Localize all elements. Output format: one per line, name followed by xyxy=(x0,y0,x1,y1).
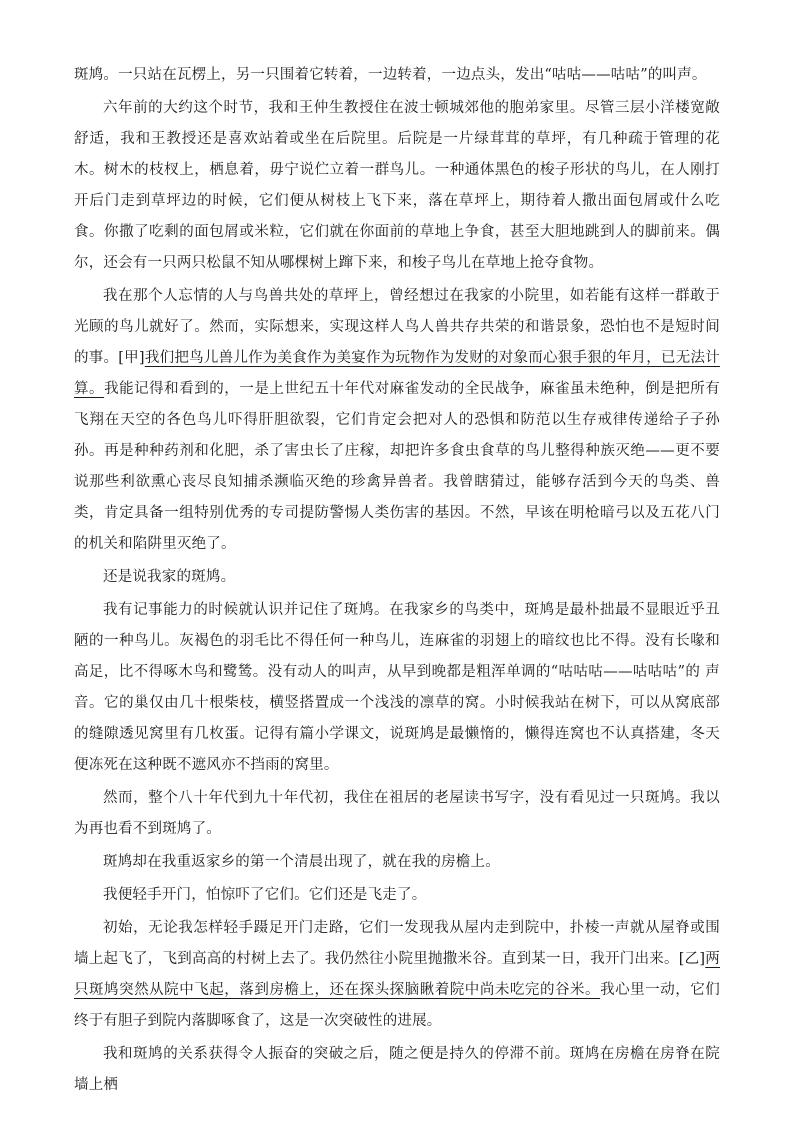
text-run: 还是说我家的斑鸠。 xyxy=(103,569,236,585)
text-run: 斑鸠。一只站在瓦楞上，另一只围着它转着，一边转着，一边点头，发出“咕咕——咕咕”的叫声。 xyxy=(74,67,707,83)
paragraph xyxy=(74,880,720,911)
text-run: 我能记得和看到的，一是上世纪五十年代对麻雀发动的全民战争，麻雀虽未绝种，倒是把所有飞翔在天空的各色鸟儿吓得肝胆欲裂，它们肯定会把对人的恐惧和防范以生存戒律传递给子子孙孙。再是种种药剂和化肥，杀了害虫长了庄稼，却把许多食虫食草的鸟儿整得种族灭绝——更不要说那些利欲熏心丧尽良知捕杀濒临灭绝的珍禽异兽者。我曾瞎猜过，能够存活到今天的鸟类、兽类，肯定具备一组特别优秀的专司提防警惕人类伤害的基因。不然，早该在明枪暗弓以及五花八门的机关和陷阱里灭绝了。 xyxy=(74,381,720,552)
text-run: 六年前的大约这个时节，我和王仲生教授住在波士顿城郊他的胞弟家里。尽管三层小洋楼宽敞舒适，我和王教授还是喜欢站着或坐在后院里。后院是一片绿茸茸的草坪，有几种疏于管理的花木。树木的枝杈上，栖息着，毋宁说伫立着一群鸟儿。一种通体黑色的梭子形状的鸟儿，在人刚打开后门走到草坪边的时候，它们便从树枝上飞下来，落在草坪上，期待着人撒出面包屑或什么吃食。你撒了吃剩的面包屑或米粒，它们就在你面前的草地上争食，甚至大胆地跳到人的脚前来。偶尔，还会有一只两只松鼠不知从哪棵树上蹿下来，和梭子鸟儿在草地上抢夺食物。 xyxy=(74,100,720,271)
paragraph xyxy=(74,562,720,593)
text-run: 我和斑鸠的关系获得令人振奋的突破之后，随之便是持久的停滞不前。斑鸠在房檐在房脊在院墙上栖 xyxy=(74,1046,720,1093)
text-run: 然而，整个八十年代到九十年代初，我住在祖居的老屋读书写字，没有看见过一只斑鸠。我以为再也看不到斑鸠了。 xyxy=(74,790,720,837)
paragraph xyxy=(74,1039,720,1101)
underlined-sentence: 我们把鸟儿兽儿作为美食作为美宴作为玩物作为发财的对象而心狠手狠的年月，已无法计算。 xyxy=(74,350,721,397)
paragraph xyxy=(74,93,720,279)
paragraph xyxy=(74,595,720,781)
paragraph xyxy=(74,783,720,845)
essay-body xyxy=(74,60,720,1103)
text-run: 我有记事能力的时候就认识并记住了斑鸠。在我家乡的鸟类中，斑鸠是最朴拙最不显眼近乎丑陋的一种鸟儿。灰褐色的羽毛比不得任何一种鸟儿，连麻雀的羽翅上的暗纹也比不得。没有长喙和高足，比不得啄木鸟和鹭鸶。没有动人的叫声，从早到晚都是粗浑单调的“咕咕咕——咕咕咕”的 声音。它的巢仅由几十根柴枝，横竖搭置成一个浅浅的凛草的窝。小时候我站在树下，可以从窝底部的缝隙透见窝里有几枚蛋。记得有篇小学课文，说斑鸠是最懒惰的，懒得连窝也不认真搭建，冬天便冻死在这种既不遮风亦不挡雨的窝里。 xyxy=(74,602,720,773)
text-run: 我便轻手开门，怕惊吓了它们。它们还是飞走了。 xyxy=(103,887,427,903)
text-run: 斑鸠却在我重返家乡的第一个清晨出现了，就在我的房檐上。 xyxy=(103,854,500,870)
text-run: 初始，无论我怎样轻手蹑足开门走路，它们一发现我从屋内走到院中，扑棱一声就从屋脊或围墙上起飞了，飞到高高的村树上去了。我仍然往小院里抛撒米谷。直到某一日，我开门出来。[乙] xyxy=(74,920,720,967)
text-run: 我在那个人忘情的人与鸟兽共处的草坪上，曾经想过在我家的小院里，如若能有这样一群敢于光顾的鸟儿就好了。然而，实际想来，实现这样人鸟人兽共存共荣的和谐景象，恐怕也不是短时间的事。[甲] xyxy=(74,288,720,366)
paragraph xyxy=(74,60,720,91)
underlined-sentence: 两只斑鸠突然从院中飞起，落到房檐上，还在探头探脑瞅着院中尚未吃完的谷米。 xyxy=(74,951,720,998)
paragraph xyxy=(74,913,720,1037)
paragraph xyxy=(74,847,720,878)
paragraph xyxy=(74,281,720,560)
text-run: 我心里一动，它们终于有胆子到院内落脚啄食了，这是一次突破性的进展。 xyxy=(74,982,720,1029)
